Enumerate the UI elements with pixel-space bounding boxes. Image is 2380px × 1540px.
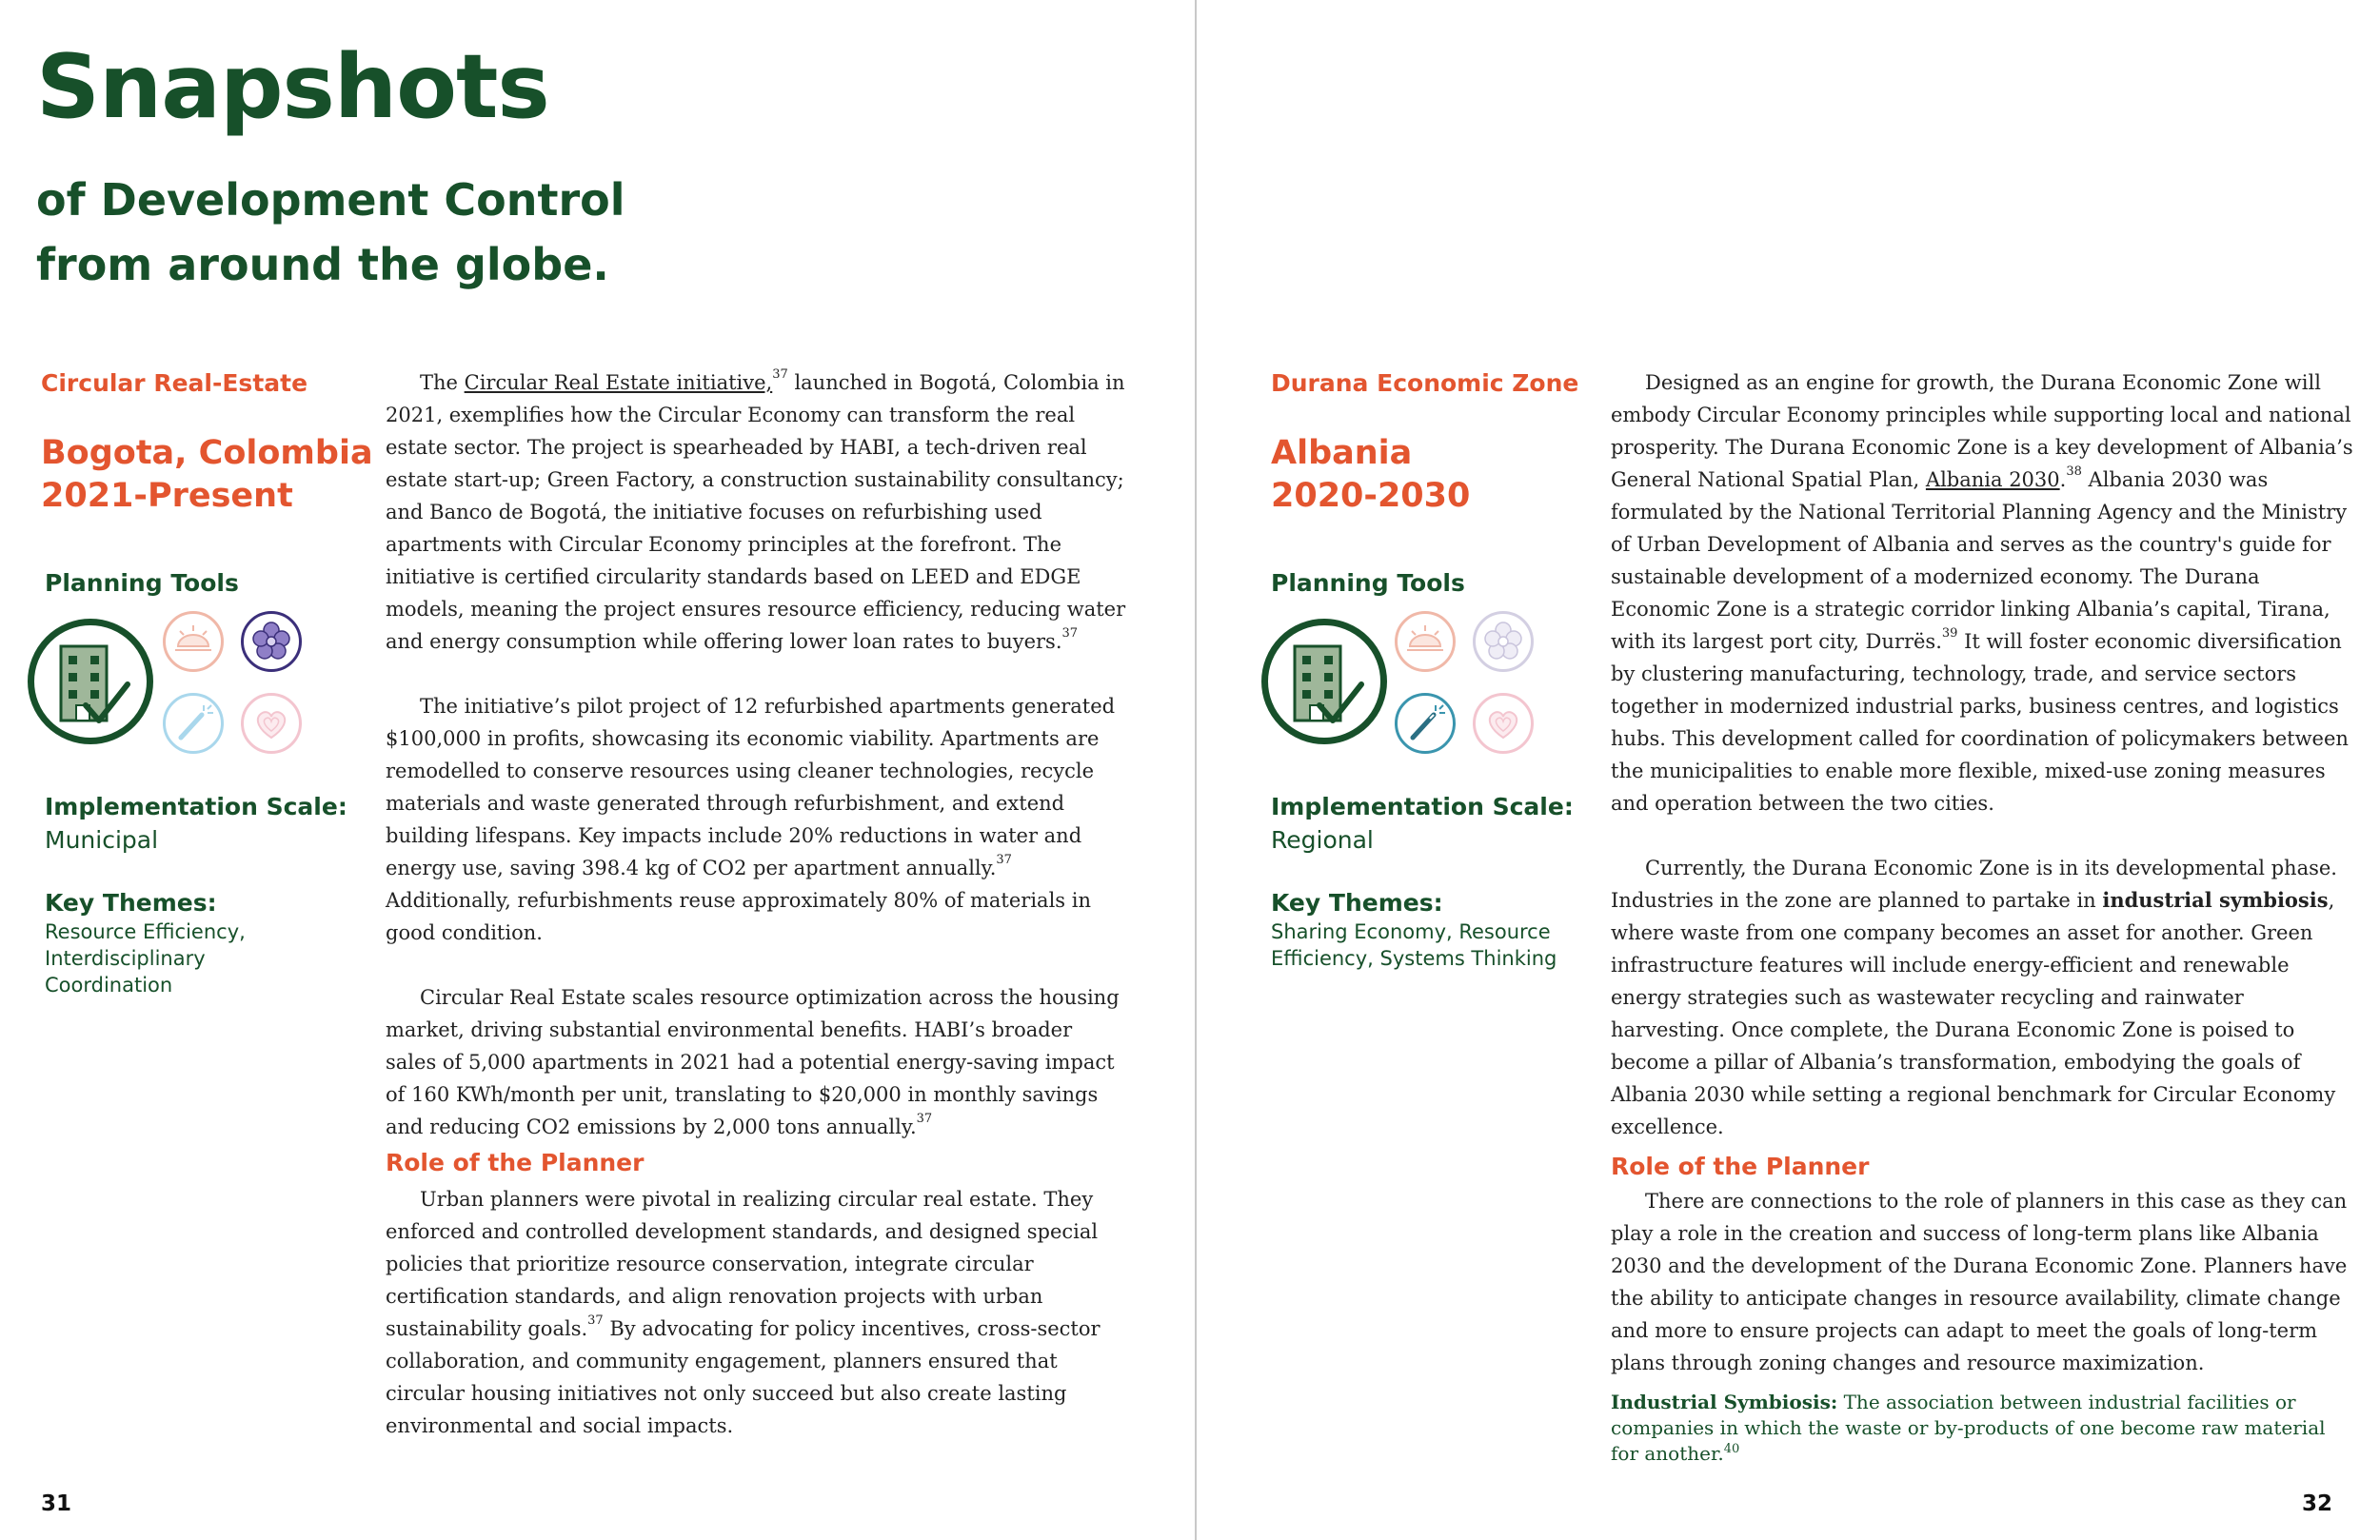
sunrise-icon bbox=[163, 611, 224, 672]
left-key-themes bbox=[45, 918, 246, 998]
left-implementation-value: Municipal bbox=[45, 826, 159, 854]
left-place: Bogota, Colombia bbox=[41, 434, 373, 472]
left-paragraph-2: The initiative’s pilot project of 12 refurbished apartments generated $100,000 in profits, showcasing its economic viability. Apartments are remodelled to conserve resources using cleaner technologies, recycle materials and waste generated through refurbishment, and extend building lifespans. Key impacts include 20% reductions in water and energy use, saving 398.4 kg of CO2 per apartment annually.$^{37}$ Additionally, refurbishments reuse approximately 80% of materials in good condition. bbox=[386, 695, 1116, 944]
left-body-text bbox=[386, 366, 1128, 1442]
right-paragraph-2: Currently, the Durana Economic Zone is in its developmental phase. Industries in the zone are planned to partake in industrial symbiosis, where waste from one company becomes an asset for another. Green infrastructure features will include energy-efficient and renewable energy strategies such as wastewater recycling and rainwater harvesting. Once complete, the Durana Economic Zone is poised to become a pillar of Albania’s transformation, embodying the goals of Albania 2030 while setting a regional benchmark for Circular Economy excellence. bbox=[1611, 857, 2337, 1138]
key-theme: Interdisciplinary bbox=[45, 947, 206, 970]
wand-icon bbox=[163, 693, 224, 754]
left-key-themes-heading: Key Themes: bbox=[45, 889, 217, 917]
left-case-place bbox=[41, 432, 373, 518]
right-key-themes bbox=[1271, 918, 1557, 972]
right-case-place bbox=[1271, 432, 1470, 518]
right-key-themes-heading: Key Themes: bbox=[1271, 889, 1443, 917]
sunrise-icon bbox=[1395, 611, 1456, 672]
wand-icon bbox=[1395, 693, 1456, 754]
key-theme: Efficiency, Systems Thinking bbox=[1271, 947, 1557, 970]
page-title: Snapshots bbox=[36, 35, 549, 138]
left-role-heading: Role of the Planner bbox=[386, 1149, 645, 1176]
right-place: Albania bbox=[1271, 434, 1413, 472]
heart-icon bbox=[1473, 693, 1534, 754]
definition-callout: Industrial Symbiosis: The association between industrial facilities or companies in which the waste or by-products of one become raw material for another.$^{40}$ bbox=[1611, 1391, 2326, 1465]
building-check-icon bbox=[28, 619, 153, 744]
albania-2030-link[interactable]: Albania 2030 bbox=[1925, 468, 2060, 491]
heart-icon bbox=[241, 693, 302, 754]
right-planning-tools-heading: Planning Tools bbox=[1271, 569, 1465, 597]
right-body-text bbox=[1611, 366, 2353, 1379]
subtitle-line-1: of Development Control bbox=[36, 174, 625, 226]
flower-icon bbox=[241, 611, 302, 672]
right-dates: 2020-2030 bbox=[1271, 477, 1471, 515]
left-case-label: Circular Real-Estate bbox=[41, 369, 308, 397]
right-page-number: 32 bbox=[2302, 1491, 2333, 1516]
definition-term: Industrial Symbiosis: bbox=[1611, 1391, 1838, 1413]
key-theme: Sharing Economy, Resource bbox=[1271, 920, 1551, 943]
left-paragraph-3: Circular Real Estate scales resource optimization across the housing market, driving substantial environmental benefits. HABI’s broader sales of 5,000 apartments in 2021 had a potential energy-saving impact of 160 KWh/month per unit, translating to $20,000 in monthly savings and reducing CO2 emissions by 2,000 tons annually.$^{37}$ bbox=[386, 986, 1120, 1138]
left-paragraph-4: Urban planners were pivotal in realizing circular real estate. They enforced and controlled development standards, and designed special policies that prioritize resource conservation, integrate circular certification standards, and align renovation projects with urban sustainability goals.$^{37}$ By advocating for policy incentives, cross-sector collaboration, and community engagement, planners ensured that circular housing initiatives not only succeed but also create lasting environmental and social impacts. bbox=[386, 1188, 1101, 1437]
circular-real-estate-link[interactable]: Circular Real Estate initiative, bbox=[464, 371, 773, 394]
page-subtitle bbox=[36, 168, 625, 297]
left-implementation-heading: Implementation Scale: bbox=[45, 793, 347, 820]
industrial-symbiosis-term: industrial symbiosis bbox=[2102, 888, 2329, 912]
left-page-number: 31 bbox=[41, 1491, 72, 1516]
left-planning-tools-heading: Planning Tools bbox=[45, 569, 239, 597]
right-paragraph-1: Designed as an engine for growth, the Durana Economic Zone will embody Circular Economy principles while supporting local and national prosperity. The Durana Economic Zone is a key development of Albania’s General National Spatial Plan, Albania 2030.38 Albania 2030 was formulated by the National Territorial Planning Agency and the Ministry of Urban Development of Albania and serves as the country's guide for sustainable development of a modernized economy. The Durana Economic Zone is a strategic corridor linking Albania’s capital, Tirana, with its largest port city, Durrës.$^{39}$ It will foster economic diversification by clustering manufacturing, technology, trade, and service sectors together in modernized industrial parks, business centres, and logistics hubs. This development called for coordination of policymakers between the municipalities to enable more flexible, mixed-use zoning measures and operation between the two cities. bbox=[1611, 371, 2353, 815]
definition-text: The association between industrial facilities or companies in which the waste or by-products of one become raw material for another. bbox=[1611, 1391, 2326, 1465]
right-role-heading: Role of the Planner bbox=[1611, 1153, 1870, 1180]
right-implementation-heading: Implementation Scale: bbox=[1271, 793, 1574, 820]
right-case-label: Durana Economic Zone bbox=[1271, 369, 1579, 397]
left-paragraph-1: The Circular Real Estate initiative,$^{37}$ launched in Bogotá, Colombia in 2021, exemplifies how the Circular Economy can transform the real estate sector. The project is spearheaded by HABI, a tech-driven real estate start-up; Green Factory, a construction sustainability consultancy; and Banco de Bogotá, the initiative focuses on refurbishing used apartments with Circular Economy principles at the forefront. The initiative is certified circularity standards based on LEED and EDGE models, meaning the project ensures resource efficiency, reducing water and energy consumption while offering lower loan rates to buyers.$^{37}$ bbox=[386, 367, 1126, 653]
right-paragraph-3: There are connections to the role of planners in this case as they can play a role in the creation and success of long-term plans like Albania 2030 and the development of the Durana Economic Zone. Planners have the ability to anticipate changes in resource availability, climate change and more to ensure projects can adapt to meet the goals of long-term plans through zoning changes and resource maximization. bbox=[1611, 1190, 2348, 1374]
key-theme: Resource Efficiency, bbox=[45, 920, 246, 943]
page-divider bbox=[1195, 0, 1197, 1540]
right-implementation-value: Regional bbox=[1271, 826, 1374, 854]
key-theme: Coordination bbox=[45, 974, 173, 997]
left-dates: 2021-Present bbox=[41, 477, 293, 515]
building-check-icon bbox=[1261, 619, 1387, 744]
subtitle-line-2: from around the globe. bbox=[36, 239, 609, 290]
flower-icon bbox=[1473, 611, 1534, 672]
